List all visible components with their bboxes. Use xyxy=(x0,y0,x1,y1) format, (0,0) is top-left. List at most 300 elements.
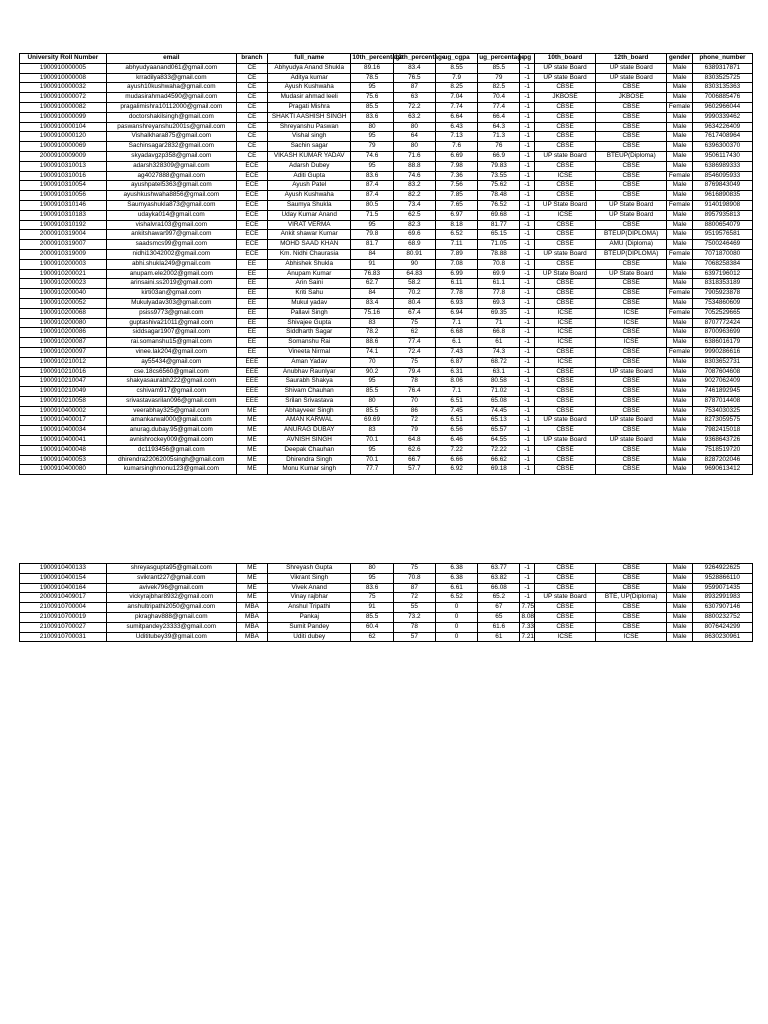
table-cell: 79 xyxy=(478,73,520,83)
table-cell: CBSE xyxy=(596,83,667,93)
table-cell: 73.2 xyxy=(393,612,435,622)
table-cell: Mudasir ahmad leeli xyxy=(268,93,351,103)
table-cell: 64.55 xyxy=(478,436,520,446)
table-cell: -1 xyxy=(520,573,534,583)
table-cell: 80 xyxy=(351,122,393,132)
table-cell: 7534030325 xyxy=(692,406,752,416)
table-cell: Male xyxy=(667,210,693,220)
table-cell: Male xyxy=(667,63,693,73)
table-cell: 8287202046 xyxy=(692,455,752,465)
table-cell: 77.7 xyxy=(351,465,393,475)
table-cell: Male xyxy=(667,220,693,230)
table-cell: 87.4 xyxy=(351,181,393,191)
table-cell: 80.58 xyxy=(478,377,520,387)
table-cell: 70.8 xyxy=(393,573,435,583)
table-cell: -1 xyxy=(520,465,534,475)
table-cell: -1 xyxy=(520,564,534,574)
table-cell: CBSE xyxy=(534,603,595,613)
table-cell: 8.06 xyxy=(435,377,477,387)
table-cell: 76.83 xyxy=(351,269,393,279)
table-cell: 71.3 xyxy=(478,132,520,142)
table-cell: 7.08 xyxy=(435,259,477,269)
table-cell: -1 xyxy=(520,102,534,112)
column-header: 12th_board xyxy=(596,54,667,64)
table-cell: 75 xyxy=(393,357,435,367)
table-cell: 7071870080 xyxy=(692,249,752,259)
table-cell: 1900910400133 xyxy=(20,564,107,574)
table-cell: EEE xyxy=(236,377,267,387)
table-cell: 7617408964 xyxy=(692,132,752,142)
table-cell: 6389317871 xyxy=(692,63,752,73)
table-row xyxy=(20,564,753,574)
table-cell: UP State Board xyxy=(596,200,667,210)
table-cell: Km. Nidhi Chaurasia xyxy=(268,249,351,259)
table-cell: Sachin sagar xyxy=(268,142,351,152)
table-cell: 6.43 xyxy=(435,122,477,132)
table-cell: 66.8 xyxy=(478,328,520,338)
table-cell: 6386016179 xyxy=(692,338,752,348)
table-cell: UP state Board xyxy=(596,63,667,73)
table-row xyxy=(20,396,753,406)
table-cell: 69.35 xyxy=(478,308,520,318)
table-row xyxy=(20,161,753,171)
table-cell: Male xyxy=(667,564,693,574)
table-row xyxy=(20,387,753,397)
table-cell: 74.1 xyxy=(351,347,393,357)
table-cell: cse.18cs6560@gmail.com xyxy=(106,367,236,377)
column-header: 10th_percentage xyxy=(351,54,393,64)
table-cell: Male xyxy=(667,377,693,387)
table-cell: 8303135363 xyxy=(692,83,752,93)
table-cell: CBSE xyxy=(596,142,667,152)
table-cell: Female xyxy=(667,249,693,259)
table-cell: 1900910400053 xyxy=(20,455,107,465)
table-cell: doctorshakilsingh@gmail.com xyxy=(106,112,236,122)
table-cell: EE xyxy=(236,328,267,338)
table-cell: CBSE xyxy=(596,259,667,269)
table-cell: 1900910400080 xyxy=(20,465,107,475)
table-cell: Male xyxy=(667,445,693,455)
table-cell: CBSE xyxy=(596,396,667,406)
table-cell: ag4027888@gmail.com xyxy=(106,171,236,181)
table-cell: ECE xyxy=(236,240,267,250)
table-cell: 7.1 xyxy=(435,387,477,397)
table-cell: -1 xyxy=(520,387,534,397)
table-row xyxy=(20,583,753,593)
table-cell: 1900910210049 xyxy=(20,387,107,397)
table-cell: 57 xyxy=(393,632,435,642)
table-cell: 63.77 xyxy=(478,564,520,574)
table-cell: 83.4 xyxy=(393,63,435,73)
table-cell: CBSE xyxy=(534,102,595,112)
table-cell: CBSE xyxy=(534,347,595,357)
table-cell: 6.56 xyxy=(435,426,477,436)
table-cell: 73.55 xyxy=(478,171,520,181)
table-cell: Male xyxy=(667,142,693,152)
table-cell: CBSE xyxy=(534,132,595,142)
column-header: branch xyxy=(236,54,267,64)
table-cell: EEE xyxy=(236,357,267,367)
table-cell: -1 xyxy=(520,298,534,308)
table-cell: Male xyxy=(667,436,693,446)
table-cell: CBSE xyxy=(596,132,667,142)
table-cell: 70.1 xyxy=(351,455,393,465)
table-cell: 7.36 xyxy=(435,171,477,181)
table-cell: -1 xyxy=(520,338,534,348)
table-cell: pragalimishra10112000@gmail.com xyxy=(106,102,236,112)
table-cell: 7052529665 xyxy=(692,308,752,318)
table-cell: AMU (Diploma) xyxy=(596,240,667,250)
table-cell: 83.6 xyxy=(351,112,393,122)
table-cell: Male xyxy=(667,93,693,103)
table-cell: CBSE xyxy=(596,406,667,416)
table-row xyxy=(20,357,753,367)
table-cell: BTEUP(DIPLOMA) xyxy=(596,230,667,240)
table-cell: Pankaj xyxy=(268,612,351,622)
table-cell: 76.52 xyxy=(478,200,520,210)
table-cell: Ankit shawar Kumar xyxy=(268,230,351,240)
table-cell: 7.78 xyxy=(435,289,477,299)
table-cell: Male xyxy=(667,455,693,465)
table-cell: CBSE xyxy=(534,83,595,93)
table-cell: 74.3 xyxy=(478,347,520,357)
table-cell: 1900910400017 xyxy=(20,416,107,426)
table-cell: -1 xyxy=(520,200,534,210)
table-cell: 7982415018 xyxy=(692,426,752,436)
table-cell: 8.25 xyxy=(435,83,477,93)
table-cell: 9616890835 xyxy=(692,191,752,201)
table-cell: CBSE xyxy=(534,426,595,436)
table-cell: ME xyxy=(236,416,267,426)
table-cell: Male xyxy=(667,161,693,171)
table-cell: Female xyxy=(667,171,693,181)
table-row xyxy=(20,220,753,230)
table-cell: 68.9 xyxy=(393,240,435,250)
table-cell: ICSE xyxy=(534,357,595,367)
table-cell: 1900910400041 xyxy=(20,436,107,446)
table-cell: UP state Board xyxy=(534,593,595,603)
table-cell: Male xyxy=(667,240,693,250)
table-cell: CBSE xyxy=(596,191,667,201)
table-cell: CBSE xyxy=(534,112,595,122)
table-cell: Srilan Srivastava xyxy=(268,396,351,406)
table-row xyxy=(20,318,753,328)
table-row xyxy=(20,406,753,416)
table-cell: 76 xyxy=(478,142,520,152)
table-body-bottom xyxy=(20,564,753,642)
table-cell: 65.13 xyxy=(478,416,520,426)
table-cell: adarsh328309@gmail.com xyxy=(106,161,236,171)
table-cell: 66.4 xyxy=(478,112,520,122)
table-cell: 1900910200086 xyxy=(20,328,107,338)
table-cell: -1 xyxy=(520,220,534,230)
table-cell: 73.4 xyxy=(393,200,435,210)
table-cell: 84 xyxy=(351,289,393,299)
table-cell: pkraghav888@gmail.com xyxy=(106,612,236,622)
table-cell: Shreyanshu Paswan xyxy=(268,122,351,132)
table-cell: -1 xyxy=(520,318,534,328)
table-cell: CBSE xyxy=(596,102,667,112)
table-cell: 79.83 xyxy=(478,161,520,171)
table-cell: 58.2 xyxy=(393,279,435,289)
table-cell: 7534860609 xyxy=(692,298,752,308)
table-cell: 80.91 xyxy=(393,249,435,259)
table-cell: 8546095933 xyxy=(692,171,752,181)
table-cell: CBSE xyxy=(534,289,595,299)
table-cell: 1900910200040 xyxy=(20,289,107,299)
table-cell: 8.08 xyxy=(520,612,534,622)
table-cell: 69.69 xyxy=(351,416,393,426)
table-cell: 72.2 xyxy=(393,102,435,112)
table-cell: EEE xyxy=(236,396,267,406)
table-cell: EE xyxy=(236,298,267,308)
table-cell: 9690613412 xyxy=(692,465,752,475)
table-row xyxy=(20,279,753,289)
table-cell: ICSE xyxy=(534,632,595,642)
table-cell: 6.66 xyxy=(435,455,477,465)
table-cell: CE xyxy=(236,112,267,122)
table-row xyxy=(20,416,753,426)
table-cell: -1 xyxy=(520,132,534,142)
table-cell: avivek796@gmail.com xyxy=(106,583,236,593)
table-cell: Female xyxy=(667,102,693,112)
table-cell: 1900910000099 xyxy=(20,112,107,122)
table-cell: 70.4 xyxy=(478,93,520,103)
table-cell: CBSE xyxy=(596,612,667,622)
table-row xyxy=(20,240,753,250)
table-cell: Shivajee Gupta xyxy=(268,318,351,328)
table-cell: rai.somanshu15@gmail.com xyxy=(106,338,236,348)
table-cell: 66.7 xyxy=(393,455,435,465)
table-cell: Siddharth Sagar xyxy=(268,328,351,338)
table-cell: 79 xyxy=(393,426,435,436)
table-cell: ECE xyxy=(236,210,267,220)
student-table-bottom xyxy=(19,563,753,642)
table-cell: shakyasaurabh222@gmail.com xyxy=(106,377,236,387)
table-cell: 6307907146 xyxy=(692,603,752,613)
table-cell: CBSE xyxy=(534,396,595,406)
table-cell: udayka014@gmail.com xyxy=(106,210,236,220)
table-cell: ME xyxy=(236,426,267,436)
table-cell: -1 xyxy=(520,396,534,406)
table-cell: UP state Board xyxy=(534,73,595,83)
table-row xyxy=(20,102,753,112)
table-cell: 75.6 xyxy=(351,93,393,103)
table-cell: 0 xyxy=(435,632,477,642)
table-cell: Male xyxy=(667,593,693,603)
table-row xyxy=(20,377,753,387)
table-cell: Male xyxy=(667,269,693,279)
table-cell: Male xyxy=(667,612,693,622)
table-cell: 1900910200003 xyxy=(20,259,107,269)
table-cell: Male xyxy=(667,622,693,632)
table-cell: 6.68 xyxy=(435,328,477,338)
table-cell: avnishrockey009@gmail.com xyxy=(106,436,236,446)
table-cell: Adarsh Dubey xyxy=(268,161,351,171)
table-row xyxy=(20,445,753,455)
table-cell: CBSE xyxy=(534,465,595,475)
table-cell: 88.8 xyxy=(393,161,435,171)
table-cell: 87 xyxy=(393,83,435,93)
table-cell: -1 xyxy=(520,367,534,377)
table-cell: 9264922625 xyxy=(692,564,752,574)
table-cell: -1 xyxy=(520,122,534,132)
table-cell: 9027062409 xyxy=(692,377,752,387)
table-cell: 75.16 xyxy=(351,308,393,318)
table-cell: anupam.ele2002@gmail.com xyxy=(106,269,236,279)
table-cell: 1900910200052 xyxy=(20,298,107,308)
table-cell: 75.62 xyxy=(478,181,520,191)
table-cell: 2000910009009 xyxy=(20,151,107,161)
header-row xyxy=(20,54,753,64)
table-cell: 84 xyxy=(351,249,393,259)
table-cell: Male xyxy=(667,181,693,191)
table-cell: srivastavasrilan096@gmail.com xyxy=(106,396,236,406)
table-cell: 7.22 xyxy=(435,445,477,455)
table-cell: 1900910000072 xyxy=(20,93,107,103)
table-cell: UP state Board xyxy=(596,436,667,446)
table-cell: UP state Board xyxy=(596,416,667,426)
table-cell: 70.8 xyxy=(478,259,520,269)
table-cell: -1 xyxy=(520,249,534,259)
table-cell: ICSE xyxy=(596,318,667,328)
table-row xyxy=(20,132,753,142)
table-cell: 62 xyxy=(393,328,435,338)
table-cell: 6.38 xyxy=(435,564,477,574)
table-cell: -1 xyxy=(520,161,534,171)
table-row xyxy=(20,171,753,181)
table-cell: 8769843049 xyxy=(692,181,752,191)
table-cell: 6.11 xyxy=(435,279,477,289)
table-cell: 75 xyxy=(393,318,435,328)
table-cell: CBSE xyxy=(534,583,595,593)
table-cell: 1900910200023 xyxy=(20,279,107,289)
table-cell: CBSE xyxy=(534,377,595,387)
table-cell: ankitshawar997@gmail.com xyxy=(106,230,236,240)
table-cell: svikrant227@gmail.com xyxy=(106,573,236,583)
table-cell: 70.2 xyxy=(393,289,435,299)
table-cell: CBSE xyxy=(534,220,595,230)
table-cell: 7.04 xyxy=(435,93,477,103)
table-cell: Kriti Sahu xyxy=(268,289,351,299)
table-cell: 79.4 xyxy=(393,367,435,377)
table-cell: 61.6 xyxy=(478,622,520,632)
table-cell: MBA xyxy=(236,603,267,613)
table-cell: ME xyxy=(236,455,267,465)
table-cell: CBSE xyxy=(596,112,667,122)
column-header: full_name xyxy=(268,54,351,64)
table-cell: 80.4 xyxy=(393,298,435,308)
table-cell: VIRAT VERMA xyxy=(268,220,351,230)
table-cell: ECE xyxy=(236,171,267,181)
table-cell: UP State Board xyxy=(534,200,595,210)
table-cell: Male xyxy=(667,573,693,583)
table-cell: 78.2 xyxy=(351,328,393,338)
column-header: University Roll Number xyxy=(20,54,107,64)
table-cell: 8303652731 xyxy=(692,357,752,367)
table-cell: 72.22 xyxy=(478,445,520,455)
table-cell: ME xyxy=(236,593,267,603)
table-cell: 69.68 xyxy=(478,210,520,220)
table-cell: 1900910200068 xyxy=(20,308,107,318)
table-cell: 1900910310016 xyxy=(20,171,107,181)
table-row xyxy=(20,269,753,279)
table-cell: SHAKTI AASHISH SINGH xyxy=(268,112,351,122)
table-cell: Abhyudya Anand Shukla xyxy=(268,63,351,73)
table-cell: 80 xyxy=(351,396,393,406)
table-cell: 79 xyxy=(351,142,393,152)
table-row xyxy=(20,200,753,210)
table-cell: 1900910000069 xyxy=(20,142,107,152)
table-cell: 7.11 xyxy=(435,240,477,250)
table-cell: Male xyxy=(667,632,693,642)
table-cell: ME xyxy=(236,564,267,574)
table-cell: 8800232752 xyxy=(692,612,752,622)
table-cell: 6.87 xyxy=(435,357,477,367)
table-cell: 82.3 xyxy=(393,220,435,230)
table-cell: 1900910310146 xyxy=(20,200,107,210)
column-header: phone_number xyxy=(692,54,752,64)
table-cell: 7.56 xyxy=(435,181,477,191)
table-cell: 63 xyxy=(393,93,435,103)
column-header: pg xyxy=(520,54,534,64)
table-cell: Saumya Shukla xyxy=(268,200,351,210)
table-cell: Female xyxy=(667,289,693,299)
table-cell: Male xyxy=(667,318,693,328)
table-cell: siddsagar1907@gmail.com xyxy=(106,328,236,338)
table-cell: Shreyash Gupta xyxy=(268,564,351,574)
table-cell: EE xyxy=(236,338,267,348)
table-cell: Male xyxy=(667,357,693,367)
table-cell: 87.4 xyxy=(351,191,393,201)
table-cell: Saurabh Shakya xyxy=(268,377,351,387)
table-cell: Abhayveer Singh xyxy=(268,406,351,416)
table-cell: 6.1 xyxy=(435,338,477,348)
table-cell: 66.62 xyxy=(478,455,520,465)
table-cell: CBSE xyxy=(596,573,667,583)
table-cell: 7905923878 xyxy=(692,289,752,299)
table-cell: 1900910200021 xyxy=(20,269,107,279)
table-cell: 8.55 xyxy=(435,63,477,73)
table-cell: 72 xyxy=(393,416,435,426)
table-cell: 7087604608 xyxy=(692,367,752,377)
table-cell: ayush10kushwaha@gmail.com xyxy=(106,83,236,93)
table-cell: ICSE xyxy=(596,338,667,348)
table-cell: Pallavi Singh xyxy=(268,308,351,318)
table-cell: 57.7 xyxy=(393,465,435,475)
table-cell: 83 xyxy=(351,426,393,436)
table-cell: 62.6 xyxy=(393,445,435,455)
table-cell: 55 xyxy=(393,603,435,613)
table-cell: ECE xyxy=(236,161,267,171)
table-cell: 95 xyxy=(351,132,393,142)
table-cell: 95 xyxy=(351,573,393,583)
table-cell: 65.08 xyxy=(478,396,520,406)
table-cell: 7500246469 xyxy=(692,240,752,250)
table-cell: CE xyxy=(236,63,267,73)
table-cell: -1 xyxy=(520,426,534,436)
table-cell: 82.5 xyxy=(478,83,520,93)
table-row xyxy=(20,367,753,377)
table-cell: paswanshreyanshu2001s@gmail.com xyxy=(106,122,236,132)
table-cell: 8076424299 xyxy=(692,622,752,632)
table-cell: Male xyxy=(667,406,693,416)
table-cell: 2100910700004 xyxy=(20,603,107,613)
table-cell: 9368643726 xyxy=(692,436,752,446)
table-cell: 1900910000032 xyxy=(20,83,107,93)
table-cell: 74.6 xyxy=(393,171,435,181)
table-cell: anurag.dubay.95@gmail.com xyxy=(106,426,236,436)
